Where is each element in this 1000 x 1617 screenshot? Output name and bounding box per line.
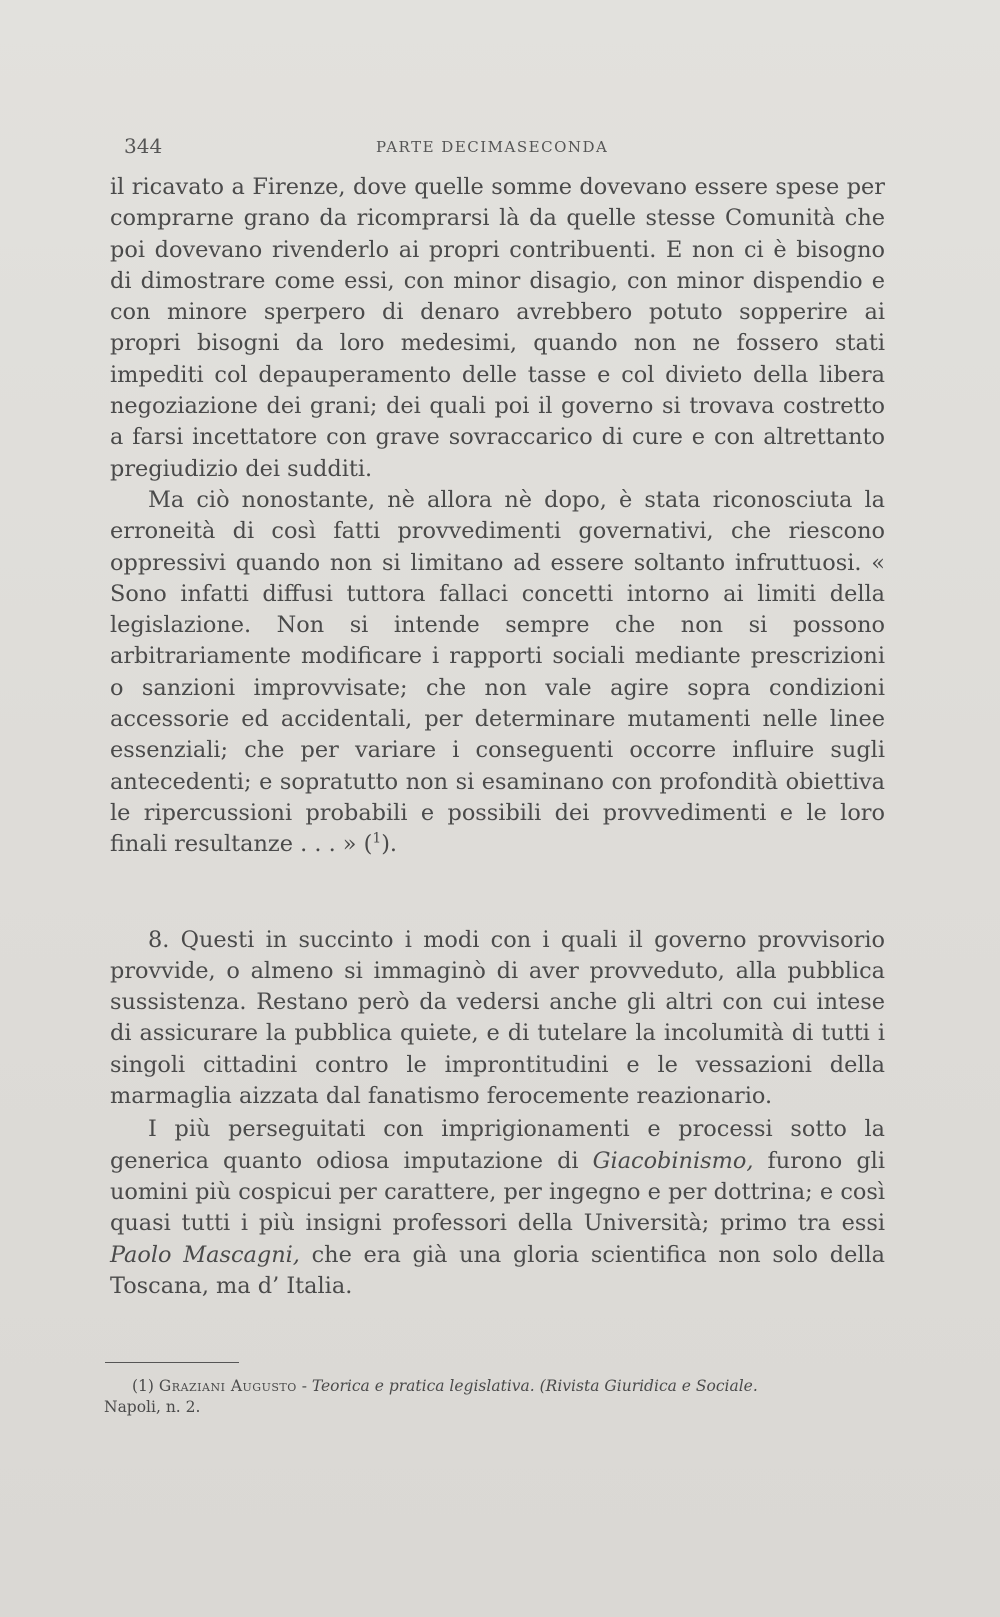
text-segment: furono gli uomini più cospicui per carattere, per ingegno e per dottrina; e così quasi tutti i più insigni professori della Università; primo tra essi [110, 1147, 885, 1237]
footnote-marker: (1) [132, 1377, 154, 1395]
footnote [104, 1376, 879, 1418]
footnote-line-2: Napoli, n. 2. [104, 1398, 201, 1416]
running-head: PARTE DECIMASECONDA [376, 138, 609, 156]
text-segment: che era già una gloria scientifica non solo della Toscana, ma d’ Italia. [110, 1241, 885, 1299]
footnote-reference[interactable]: 1 [372, 830, 382, 847]
footnote-line-1 [104, 1376, 879, 1397]
paragraph-continuation: il ricavato a Firenze, dove quelle somme dovevano essere spese per comprarne grano da ricomprarsi là da quelle stesse Comunità che poi dovevano rivenderlo ai propri contribuenti. E non ci è bisogno di dimostrare come essi, con minor disagio, con minor dispendio e con minore sperpero di denaro avrebbero potuto sopperire ai propri bisogni da loro medesimi, quando non ne fossero stati impediti col depauperamento delle tasse e col divieto della libera negoziazione dei grani; dei quali poi il governo si trovava costretto a farsi incettatore con grave sovraccarico di cure e con altrettanto pregiudizio dei sudditi. [110, 174, 885, 482]
quote-close: ). [381, 831, 398, 858]
footnote-divider [105, 1362, 239, 1363]
paragraph-legislation-quote [110, 485, 885, 861]
quote-text: Ma ciò nonostante, nè allora nè dopo, è stata riconosciuta la erroneità di così fatti provvedimenti governativi, che riescono oppressivi quando non si limitano ad essere soltanto infruttuosi. « Sono infatti diffusi tuttora fallaci concetti intorno ai limiti della legislazione. Non si intende sempre che non si possono arbitrariamente modificare i rapporti sociali mediante prescrizioni o sanzioni improvvisate; che non vale agire sopra condizioni accessorie ed accidentali, per determinare mutamenti nelle linee essenziali; che per variare i conseguenti occorre influire sugli antecedenti; e sopratutto non si esaminano con profondità obiettiva le ripercussioni probabili e possibili dei provvedimenti e le loro finali resultanze . . . » ( [110, 486, 885, 858]
italic-name-mascagni: Paolo Mascagni, [110, 1241, 300, 1268]
footnote-title: Teorica e pratica legislativa. [311, 1377, 535, 1395]
footnote-separator: - [296, 1377, 312, 1395]
paragraph-persecuted [110, 1114, 885, 1302]
footnote-author: Graziani Augusto [158, 1377, 297, 1395]
text-segment: I più perseguitati con imprigionamenti e processi sotto la generica quanto odiosa imputazione di [110, 1116, 885, 1174]
italic-term-giacobinismo: Giacobinismo, [592, 1147, 754, 1174]
page-header [124, 134, 884, 164]
paragraph-section-8: 8. Questi in succinto i modi con i quali il governo provvisorio provvide, o almeno si immaginò di aver provveduto, alla pubblica sussistenza. Restano però da vedersi anche gli altri con cui intese di assicurare la pubblica quiete, e di tutelare la incolumità di tutti i singoli cittadini contro le improntitudini e le vessazioni della marmaglia aizzata dal fanatismo ferocemente reazionario. [110, 926, 885, 1110]
main-text [110, 172, 885, 1302]
footnote-journal: (Rivista Giuridica e Sociale. [534, 1377, 758, 1395]
page-number: 344 [124, 134, 163, 158]
